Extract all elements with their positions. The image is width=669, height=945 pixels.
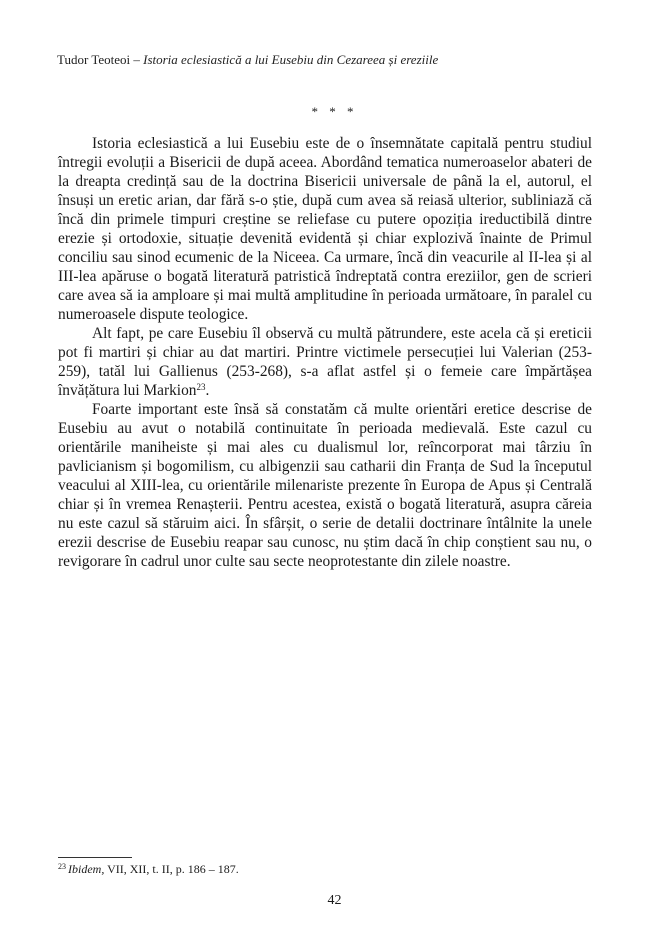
header-author: Tudor Teoteoi – [57,52,144,67]
paragraph [58,400,592,571]
header-title: Istoria eclesiastică a lui Eusebiu din Cezareea și ereziile [143,52,439,67]
footnote-number: 23 [58,862,66,871]
footnote [58,862,239,877]
paragraph-text: Istoria eclesiastică a lui Eusebiu este de o însemnătate capitală pentru studiul întregii evoluții a Bisericii de după aceea. Abordând tematica numeroaselor abateri de la dreapta credință sau de la doctrina Bisericii universale de până la el, autorul, el însuși un eretic arian, dar fără s-o știe, după cum avea să reiasă ulterior, subliniază că încă din primele timpuri creștine se reliefase cu putere opoziția ireductibilă dintre erezie și ortodoxie, situație devenită evidentă și chiar explozivă înainte de Primul conciliu sau sinod ecumenic de la Niceea. Ca urmare, încă din veacurile al II-lea și al III-lea apăruse o bogată literatură patristică îndreptată contra ereziilor, gen de scrieri care avea să ia amploare și mai multă amplitudine în perioada următoare, în paralel cu numeroasele dispute teologice. [58,135,592,323]
body-text [58,134,592,571]
footnote-citation: VII, XII, t. II, p. 186 – 187. [104,862,239,876]
footnote-citation-italic: Ibidem, [68,862,105,876]
footnote-reference[interactable]: 23 [196,382,206,392]
paragraph-text: Alt fapt, pe care Eusebiu îl observă cu multă pătrundere, este acela că și ereticii pot fi martiri și chiar au dat martiri. Printre victimele persecuției lui Valerian (253-259), tatăl lui Gallienus (253-268), s-a aflat astfel și o femeie care împărtășea învățătura lui Markion [58,325,592,399]
paragraph-text: Foarte important este însă să constatăm că multe orientări eretice descrise de Eusebiu au avut o notabilă continuitate în perioada medievală. Este cazul cu orientările maniheiste și mai ales cu dualismul lor, reîncorporat mai târziu în pavlicianism și bogomilism, cu albigenzii sau catharii din Franța de Sud la începutul veacului al XIII-lea, cu orientările milenariste prezente în Europa de Apus și Centrală chiar și în vremea Renașterii. Pentru acestea, există o bogată literatură, asupra căreia nu este cazul să stăruim aici. În sfârșit, o serie de detalii doctrinare întâlnite la unele erezii descrise de Eusebiu reapar sau cunosc, nu știm dacă în chip conștient sau nu, o revigorare în cadrul unor culte sau secte neoprotestante din zilele noastre. [58,401,592,570]
section-separator: * * * [311,104,358,119]
paragraph [58,134,592,324]
running-header [57,52,438,68]
page-number: 42 [327,893,342,908]
footnote-divider [58,857,132,858]
paragraph-text-end: . [205,382,210,399]
paragraph [58,324,592,400]
